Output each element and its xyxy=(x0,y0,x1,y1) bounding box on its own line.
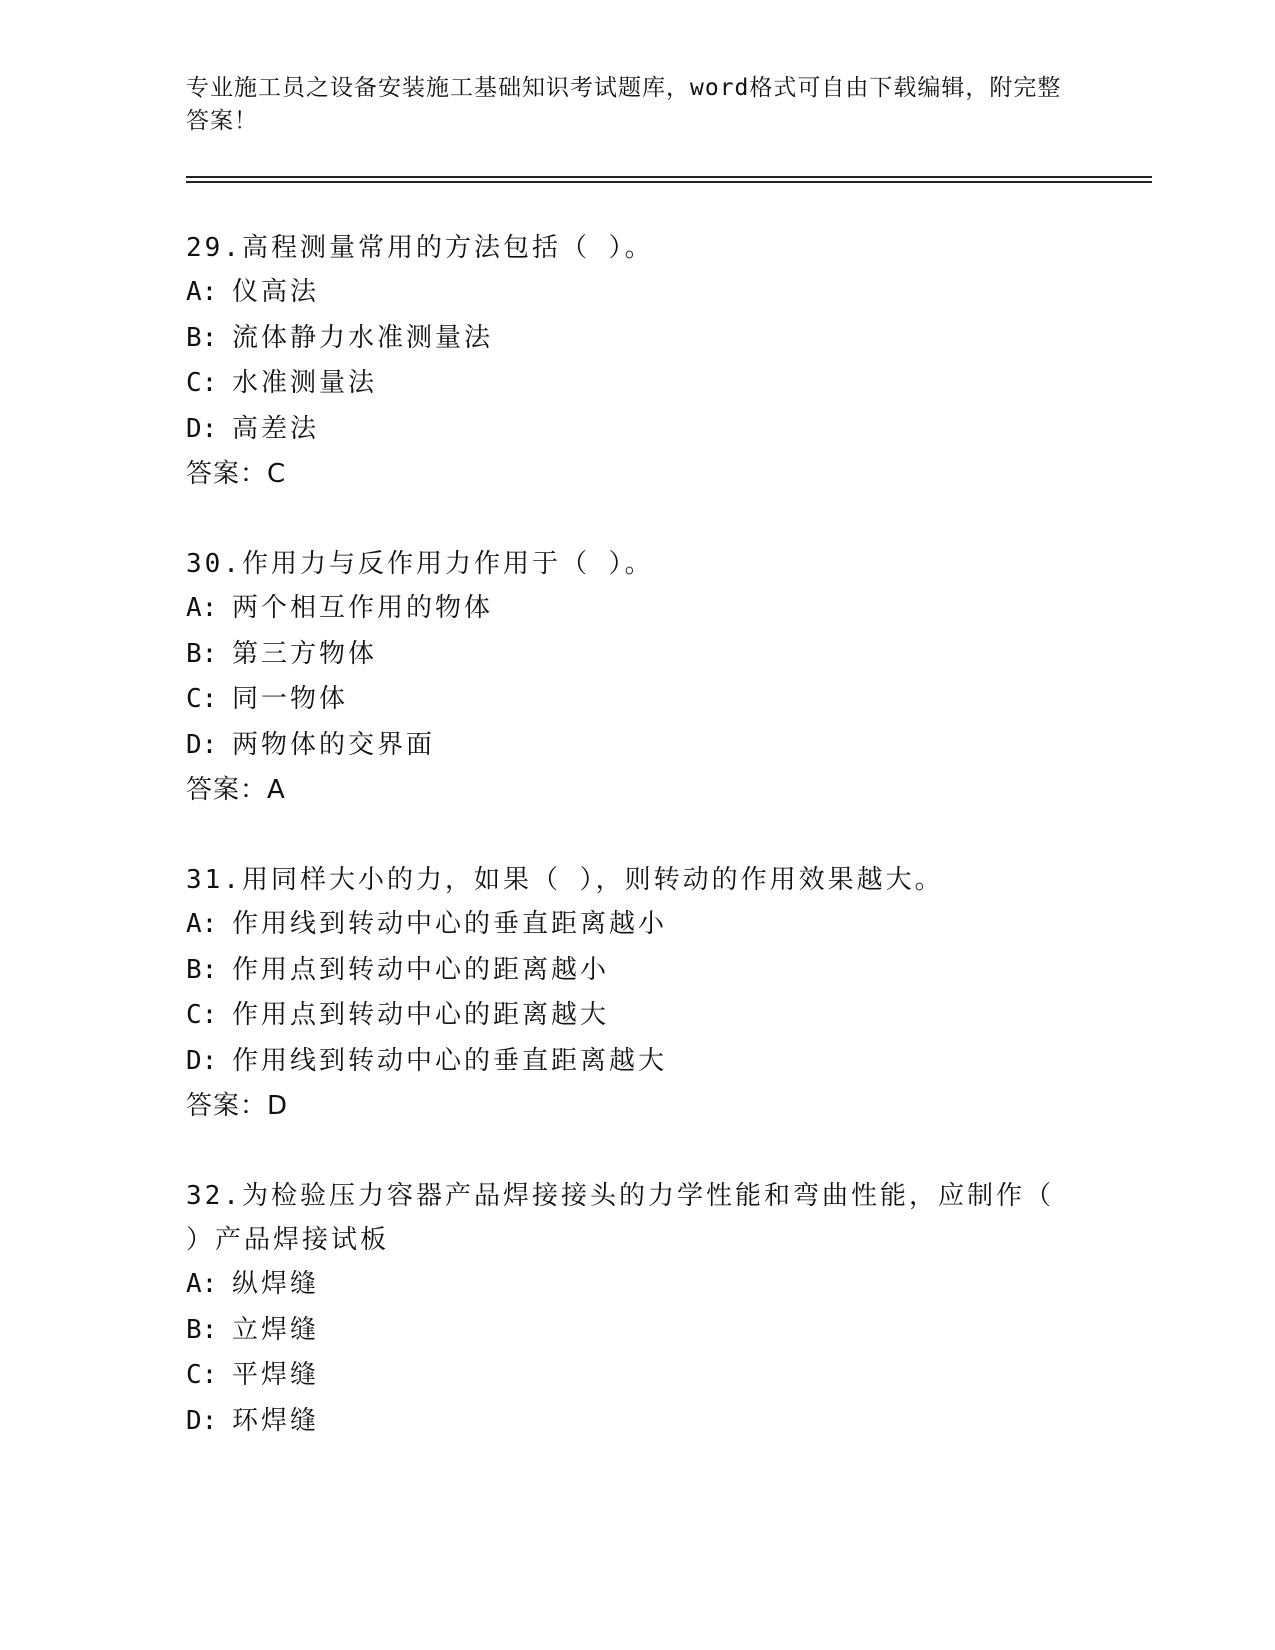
option-letter: C: xyxy=(186,684,218,714)
option-letter: D: xyxy=(186,729,218,760)
option-a xyxy=(186,902,1066,948)
option-b xyxy=(186,1308,1066,1354)
option-text: 作用点到转动中心的距离越小 xyxy=(232,954,610,985)
option-d xyxy=(186,407,1066,453)
option-letter: B: xyxy=(186,322,218,353)
option-letter: C: xyxy=(186,1000,218,1030)
option-text: 作用线到转动中心的垂直距离越小 xyxy=(232,909,668,939)
question-stem: 32.为检验压力容器产品焊接接头的力学性能和弯曲性能，应制作（ ）产品焊接试板 xyxy=(186,1181,1054,1255)
question-stem: 29.高程测量常用的方法包括（ ）。 xyxy=(186,233,654,263)
option-text: 立焊缝 xyxy=(232,1314,320,1345)
option-c xyxy=(186,677,1066,723)
document-header: 专业施工员之设备安装施工基础知识考试题库，word格式可自由下载编辑，附完整答案！ xyxy=(186,75,1062,134)
header-rule-bottom xyxy=(186,181,1152,183)
option-text: 纵焊缝 xyxy=(232,1269,320,1299)
option-b xyxy=(186,632,1066,678)
answer-line: 答案：A xyxy=(186,775,286,805)
answer-line: 答案：D xyxy=(186,1091,289,1121)
option-letter: D: xyxy=(186,1405,218,1436)
option-text: 平焊缝 xyxy=(232,1360,320,1390)
option-text: 作用点到转动中心的距离越大 xyxy=(232,1000,610,1030)
option-b xyxy=(186,948,1066,994)
option-d xyxy=(186,723,1066,769)
option-c xyxy=(186,361,1066,407)
option-letter: B: xyxy=(186,1314,218,1345)
option-text: 两物体的交界面 xyxy=(232,729,436,760)
option-text: 环焊缝 xyxy=(232,1405,320,1436)
option-letter: C: xyxy=(186,368,218,398)
option-a xyxy=(186,270,1066,316)
option-letter: A: xyxy=(186,1269,218,1299)
header-rule-top xyxy=(186,176,1152,178)
option-b xyxy=(186,316,1066,362)
option-letter: B: xyxy=(186,638,218,669)
option-letter: A: xyxy=(186,277,218,307)
option-text: 水准测量法 xyxy=(232,368,378,398)
question-30 xyxy=(186,542,1066,812)
option-letter: C: xyxy=(186,1360,218,1390)
option-letter: B: xyxy=(186,954,218,985)
question-31 xyxy=(186,858,1066,1128)
option-text: 仪高法 xyxy=(232,277,320,307)
option-text: 流体静力水准测量法 xyxy=(232,322,494,353)
option-d xyxy=(186,1399,1066,1445)
option-letter: D: xyxy=(186,1045,218,1076)
option-c xyxy=(186,1353,1066,1399)
option-d xyxy=(186,1039,1066,1085)
option-text: 高差法 xyxy=(232,413,320,444)
question-32 xyxy=(186,1174,1066,1444)
option-a xyxy=(186,1262,1066,1308)
question-29 xyxy=(186,226,1066,496)
option-text: 第三方物体 xyxy=(232,638,378,669)
option-text: 作用线到转动中心的垂直距离越大 xyxy=(232,1045,668,1076)
question-stem: 31.用同样大小的力，如果（ ），则转动的作用效果越大。 xyxy=(186,865,944,895)
option-c xyxy=(186,993,1066,1039)
option-a xyxy=(186,586,1066,632)
option-text: 同一物体 xyxy=(232,684,349,714)
option-letter: D: xyxy=(186,413,218,444)
option-letter: A: xyxy=(186,909,218,939)
option-text: 两个相互作用的物体 xyxy=(232,593,494,623)
answer-line: 答案：C xyxy=(186,459,287,489)
option-letter: A: xyxy=(186,593,218,623)
question-stem: 30.作用力与反作用力作用于（ ）。 xyxy=(186,549,654,579)
